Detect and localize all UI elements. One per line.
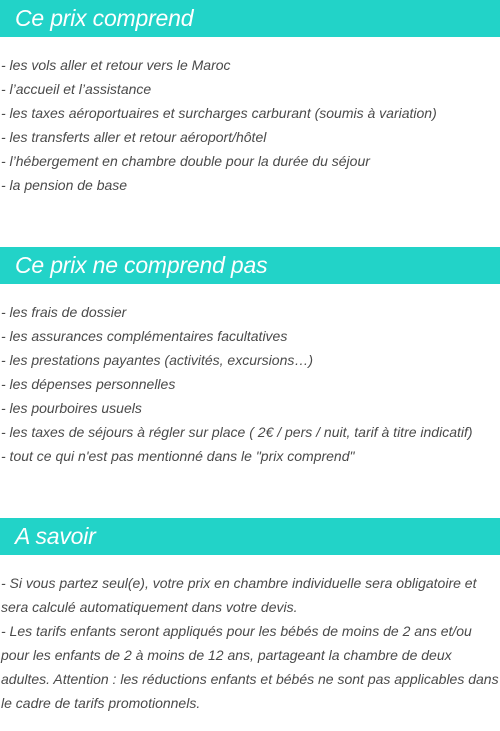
list-item: - tout ce qui n'est pas mentionné dans le "prix comprend" <box>1 448 355 464</box>
included-list <box>1 53 500 197</box>
section-header-included <box>0 0 500 37</box>
list-item: - les transferts aller et retour aéroport/hôtel <box>1 129 267 145</box>
section-title: Ce prix comprend <box>15 5 194 31</box>
list-item: - Si vous partez seul(e), votre prix en chambre individuelle sera obligatoire et sera calculé automatiquement dans votre devis. <box>1 575 477 615</box>
list-item: - les assurances complémentaires facultatives <box>1 328 288 344</box>
list-item: - les frais de dossier <box>1 304 127 320</box>
to-know-list <box>1 571 500 715</box>
list-item: - les vols aller et retour vers le Maroc <box>1 57 231 73</box>
list-item: - Les tarifs enfants seront appliqués pour les bébés de moins de 2 ans et/ou pour les enfants de 2 à moins de 12 ans, partageant la chambre de deux adultes. Attention : les réductions enfants et bébés ne sont pas applicables dans le cadre de tarifs promotionnels. <box>1 623 499 711</box>
section-title: Ce prix ne comprend pas <box>15 252 268 278</box>
list-item: - les taxes de séjours à régler sur place ( 2€ / pers / nuit, tarif à titre indicatif) <box>1 424 473 440</box>
list-item: - la pension de base <box>1 177 128 193</box>
section-header-to-know <box>0 518 500 555</box>
not-included-list <box>1 300 500 468</box>
list-item: - les prestations payantes (activités, excursions…) <box>1 352 314 368</box>
list-item: - les taxes aéroportuaires et surcharges carburant (soumis à variation) <box>1 105 437 121</box>
section-title: A savoir <box>15 523 96 549</box>
list-item: - les dépenses personnelles <box>1 376 176 392</box>
list-item: - l’accueil et l’assistance <box>1 81 152 97</box>
list-item: - l’hébergement en chambre double pour la durée du séjour <box>1 153 370 169</box>
list-item: - les pourboires usuels <box>1 400 142 416</box>
section-header-not-included <box>0 247 500 284</box>
